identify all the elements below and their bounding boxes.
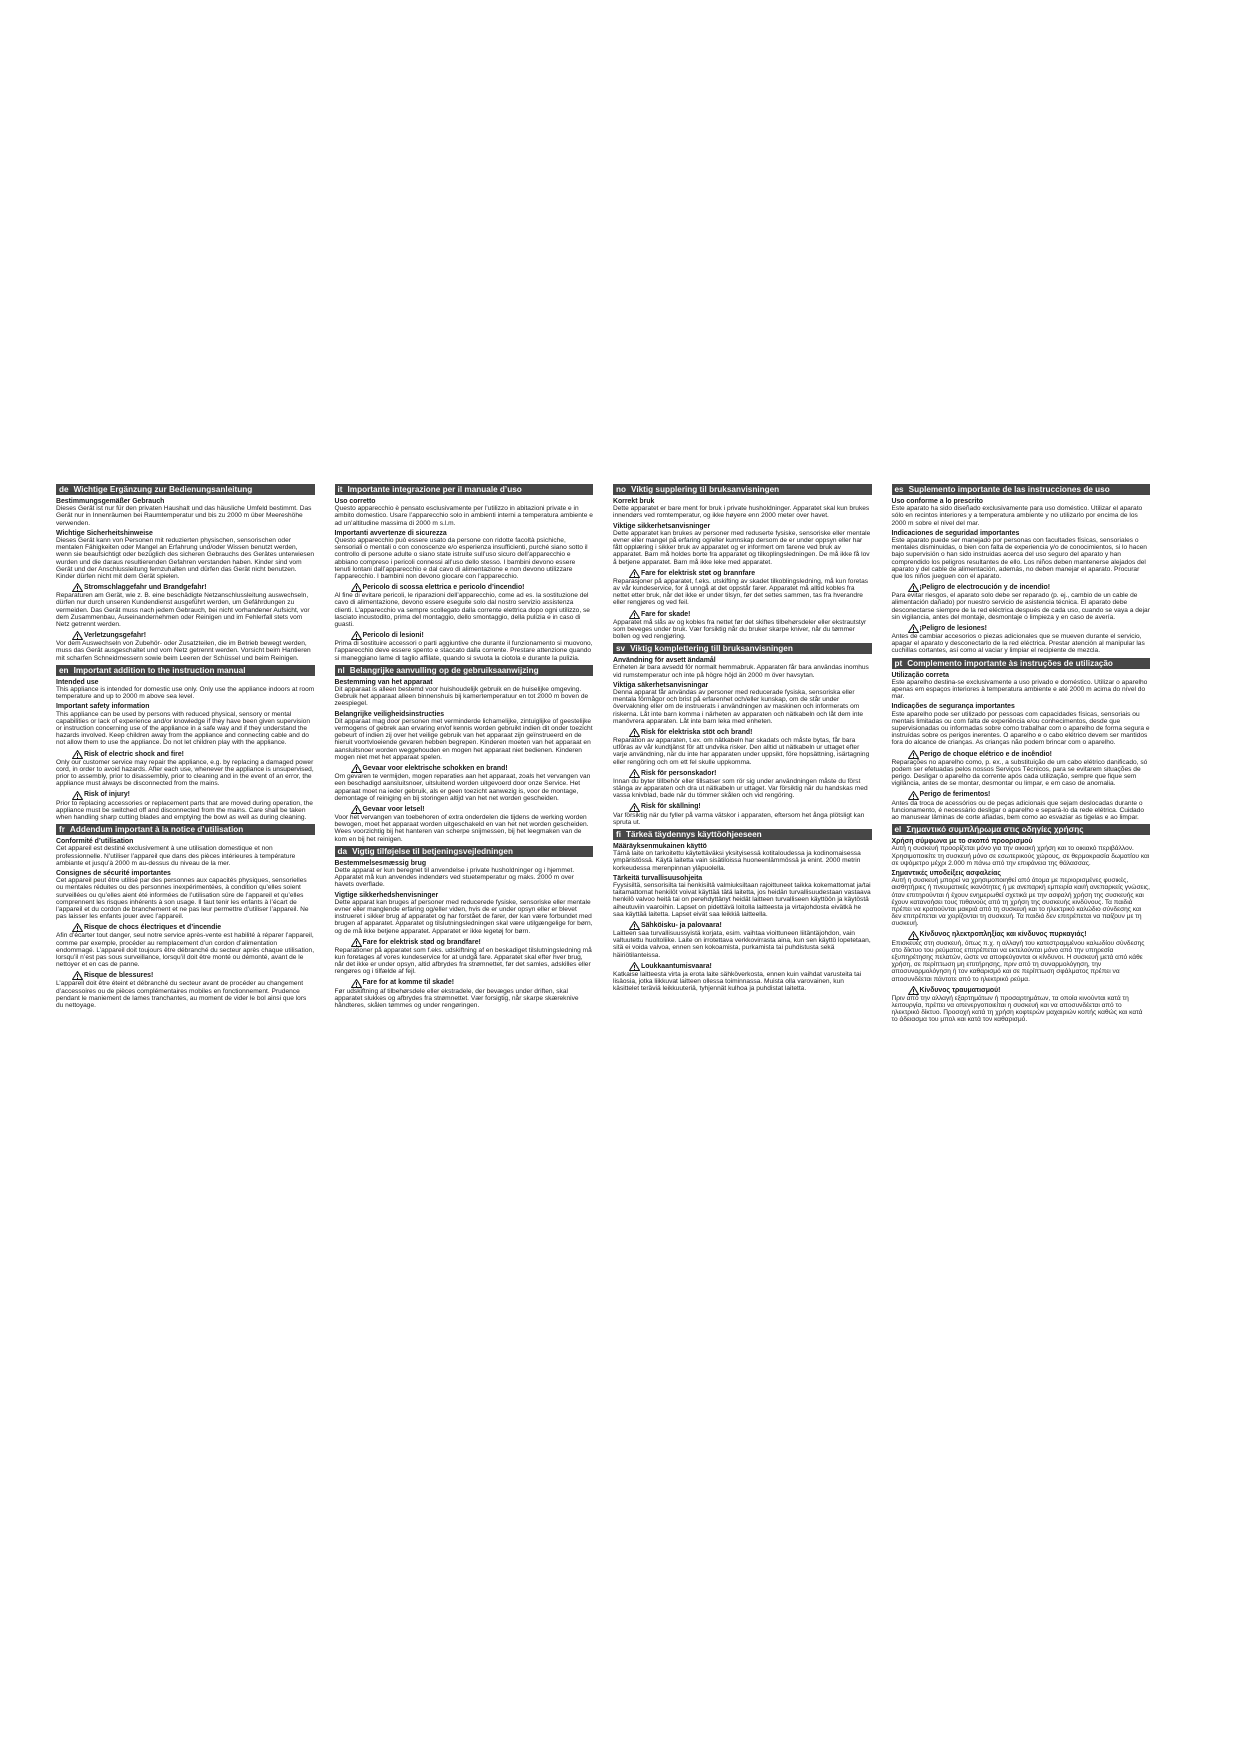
subheading: Importanti avvertenze di sicurezza <box>334 529 447 537</box>
language-code: fr <box>59 825 65 835</box>
warning-heading <box>908 931 1151 940</box>
language-section-es <box>892 484 1151 655</box>
text-column <box>892 484 1151 1027</box>
subheading: Määräyksenmukainen käyttö <box>613 842 707 850</box>
paragraph: Før udskiftning af tilbehørsdele eller ekstradele, der bevæges under driften, skal apparatet slukkes og afbrydes fra strømnettet. Vær forsigtig, når skarpe skæreknive håndteres, skålen tømmes og under rengøringen. <box>334 987 579 1009</box>
subheading: Σημαντικές υποδείξεις ασφαλείας <box>891 869 1001 877</box>
subheading: Bestemmelsesmæssig brug <box>334 859 427 867</box>
paragraph: Este aparato ha sido diseñado exclusivamente para uso doméstico. Utilizar el aparato sólo en recintos interiores y a temperatura ambiente y no utilizarlo por encima de los 2000 m sobre el nivel del mar. <box>891 505 1143 527</box>
warning-label: Risque de chocs électriques et d’incendie <box>84 924 222 932</box>
warning-label: Κίνδυνος τραυματισμού! <box>919 986 1001 994</box>
warning-label: Risk för elektriska stöt och brand! <box>641 728 753 736</box>
warning-heading <box>908 624 1151 633</box>
language-section-el <box>892 824 1151 1023</box>
section-title: Important addition to the instruction manual <box>73 665 246 675</box>
warning-heading <box>351 583 594 592</box>
paragraph: Dette apparat er kun beregnet til anvendelse i private husholdninger og i hjemmet. Apparatet må kun anvendes indendørs ved stuetemperatur og maks. 2000 m over havets overflade. <box>334 866 575 889</box>
warning-label: Sähköisku- ja palovaara! <box>641 921 722 929</box>
subheading: Användning för avsett ändamål <box>613 657 716 665</box>
subheading: Uso corretto <box>334 498 376 505</box>
paragraph: Denna apparat får användas av personer med reducerade fysiska, sensoriska eller mentala förmågor och brist på erfarenhet och/eller kunskap, om de står under övervakning eller om de instruerats i användningen av maskinen och informerats om riskerna. Låt inte barn komma i närheten av apparaten och nätkabeln och låt dem inte manövrera apparaten. Låt inte barn leka med enheten. <box>613 689 863 725</box>
section-title: Wichtige Ergänzung zur Bedienungsanleitung <box>73 485 253 494</box>
subheading: Consignes de sécurité importantes <box>56 869 171 877</box>
section-header <box>56 484 315 495</box>
warning-triangle-icon <box>908 931 919 940</box>
section-header <box>613 829 872 840</box>
warning-triangle-icon <box>908 986 919 995</box>
paragraph: Reparações no aparelho como, p. ex., a substituição de um cabo elétrico danificado, só podem ser efetuadas pelos nossos Serviços Técnicos, para se evitarem situações de perigo. Desligar o aparelho da corrente após cada utilização, sempre que fique sem vigilância, antes de se montar, desmontar ou limpar, e em caso de anomalia. <box>891 758 1148 788</box>
warning-heading <box>72 923 315 932</box>
section-header <box>335 846 594 857</box>
warning-heading <box>629 962 872 971</box>
warning-label: Risque de blessures! <box>84 972 154 980</box>
section-title: Vigtig tilføjelse til betjeningsvejledningen <box>352 846 513 856</box>
warning-triangle-icon <box>629 769 640 778</box>
section-header <box>613 484 872 495</box>
language-code: pt <box>894 658 903 668</box>
subheading: Important safety information <box>56 703 150 711</box>
warning-heading <box>72 631 315 640</box>
paragraph: Questo apparecchio può essere usato da persone con ridotte facoltà psichiche, sensoriali o mentali o con conoscenze e/o esperienza insufficienti, purché siano sotto il controllo di persone adulte o siano state istruite sull’uso sicuro dell’apparecchio e abbiano compreso i pericoli connessi all’uso dello stesso. I bambini devono essere tenuti lontani dall’apparecchio e dal cavo di alimentazione e non devono utilizzare l’apparecchio. I bambini non devono giocare con l’apparecchio. <box>334 537 588 581</box>
warning-triangle-icon <box>629 569 640 578</box>
warning-heading <box>72 791 315 800</box>
warning-heading <box>629 803 872 812</box>
warning-triangle-icon <box>72 583 83 592</box>
subheading: Indicações de segurança importantes <box>891 703 1015 711</box>
warning-triangle-icon <box>351 631 362 640</box>
paragraph: Tämä laite on tarkoitettu käytettäväksi yksityisessä kotitaloudessa ja kodinomaisessa ympäristössä. Käytä laitetta vain sisätiloissa huoneenlämmössä ja enint. 2000 metrin korkeudessa merenpinnan yläpuolella. <box>613 850 861 872</box>
subheading: Χρήση σύμφωνα με το σκοπό προορισμού <box>891 838 1033 846</box>
paragraph: This appliance can be used by persons with reduced physical, sensory or mental capabilities or lack of experience and/or knowledge if they have been given supervision or instruction concerning use of the appliance in a safe way and if they understand the hazards involved. Keep children away from the appliance and connecting cable and do not allow them to use the appliance. Do not let children play with the appliance. <box>56 710 311 747</box>
section-title: Suplemento importante de las instrucciones de uso <box>908 485 1110 494</box>
paragraph: Al fine di evitare pericoli, le riparazioni dell’apparecchio, come ad es. la sostituzione del cavo di alimentazione, devono essere eseguite solo dal nostro servizio assistenza clienti. L’apparecchio va sempre scollegato dalla corrente elettrica dopo ogni utilizzo, se lasciato incustodito, prima del montaggio, dello smontaggio, della pulizia e in caso di guasti. <box>334 592 590 629</box>
paragraph: Questo apparecchio è pensato esclusivamente per l’utilizzo in abitazioni private e in ambito domestico. Usare l’apparecchio solo in ambienti interni a temperatura ambiente e ad un’altitudine massima di 2000 m s.l.m. <box>334 505 593 527</box>
paragraph: Afin d’écarter tout danger, seul notre service après-vente est habilité à réparer l’appareil, comme par exemple, procéder au remplacement d’un cordon d’alimentation endommagé. L’appareil doit toujours être débranché du secteur après chaque utilisation, lorsqu’il n’est pas sous surveillance, lorsqu’il doit être monté ou démonté, avant de le nettoyer et en cas de panne. <box>56 932 315 969</box>
subheading: Conformité d’utilisation <box>56 838 134 846</box>
paragraph: Dit apparaat mag door personen met verminderde lichamelijke, zintuiglijke of geestelijke vermogens of gebrek aan ervaring en/of kennis worden gebruikt indien dit onder toezicht gebeurt of indien zij over het veilige gebruik van het apparaat zijn geïnstrueerd en de hieruit voortvloeiende gevaren hebben begrepen. Kinderen moeten van het apparaat en aansluitsnoer worden weggehouden en mogen het apparaat niet bedienen. Kinderen mogen niet met het apparaat spelen. <box>334 717 593 761</box>
paragraph: Dette apparatet kan brukes av personer med reduserte fysiske, sensoriske eller mentale evner eller mangel på erfaring og/eller kunnskap dersom de er under oppsyn eller har fått opplæring i sikker bruk av apparatet og er informert om farene ved bruk av apparatet. Barn må holdes borte fra apparatet og tilkoplingsledningen. De må ikke få lov å betjene apparatet. Barn må ikke leke med apparatet. <box>613 529 871 566</box>
paragraph: Επισκευές στη συσκευή, όπως π.χ. η αλλαγή του κατεστραμμένου καλωδίου σύνδεσης στο δίκτυο του ρεύματος επιτρέπεται να εκτελούνται μόνο από την υπηρεσία εξυπηρέτησης πελατών, ώστε να αποφεύγονται οι κίνδυνοι. Η συσκευή μετά από κάθε χρήση, σε περίπτωση μη επιτήρησης, πριν από τη συναρμολόγηση, την αποσυναρμολόγηση ή τον καθαρισμό και σε περίπτωση σφάλματος πρέπει να αποσυνδέεται πάντοτε από το ηλεκτρικό ρεύμα. <box>891 939 1145 983</box>
warning-label: Risk of electric shock and fire! <box>84 750 184 758</box>
paragraph: Dieses Gerät kann von Personen mit reduzierten physischen, sensorischen oder mentalen Fähigkeiten oder Mangel an Erfahrung und/oder Wissen benutzt werden, wenn sie beaufsichtigt oder bezüglich des sicheren Gebrauchs des Gerätes unterwiesen wurden und die daraus resultierenden Gefahren verstanden haben. Kinder sind vom Gerät und der Anschlussleitung fernzuhalten und dürfen das Gerät nicht benutzen. Kinder dürfen nicht mit dem Gerät spielen. <box>56 537 315 581</box>
language-code: nl <box>337 665 345 675</box>
warning-triangle-icon <box>351 805 362 814</box>
section-title: Tärkeä täydennys käyttöohjeeseen <box>626 829 762 839</box>
paragraph: Reparasjoner på apparatet, f.eks. utskifting av skadet tilkoblingsledning, må kun foretas av vår kundeservice, for å unngå at det oppstår farer. Apparatet må alltid kobles fra nettet etter bruk, når det ikke er under tilsyn, før det settes sammen, tas fra hverandre eller rengjøres og ved feil. <box>613 577 869 607</box>
subheading: Korrekt bruk <box>613 498 655 505</box>
text-column <box>613 484 872 1027</box>
paragraph: This appliance is intended for domestic use only. Only use the appliance indoors at room temperature and up to 2000 m above sea level. <box>56 686 315 701</box>
paragraph: Cet appareil est destiné exclusivement à une utilisation domestique et non professionnelle. N’utiliser l’appareil que dans des pièces intérieures à température ambiante et jusqu’à 2000 m au-dessus du niveau de la mer. <box>56 845 296 867</box>
warning-label: Fare for skade! <box>641 610 691 618</box>
warning-label: Κίνδυνος ηλεκτροπληξίας και κίνδυνος πυρκαγιάς! <box>919 931 1087 939</box>
subheading: Tärkeitä turvallisuusohjeita <box>613 874 703 882</box>
warning-heading <box>908 583 1151 592</box>
subheading: Vigtige sikkerhedshenvisninger <box>334 891 439 899</box>
paragraph: Enheten är bara avsedd för normalt hemmabruk. Apparaten får bara användas inomhus vid rumstemperatur och inte på högre höjd än 2000 m över havsytan. <box>613 664 869 679</box>
warning-triangle-icon <box>629 921 640 930</box>
warning-triangle-icon <box>629 962 640 971</box>
section-header <box>892 484 1151 495</box>
paragraph: Vor dem Auswechseln von Zubehör- oder Zusatzteilen, die im Betrieb bewegt werden, muss das Gerät ausgeschaltet und vom Netz getrennt werden. Vorsicht beim Hantieren mit scharfen Schneidmessern sowie beim Leeren der Schüssel und beim Reinigen. <box>56 640 311 662</box>
warning-label: Pericolo di lesioni! <box>362 632 424 640</box>
warning-heading <box>629 728 872 737</box>
warning-label: Risk för personskador! <box>641 769 717 777</box>
paragraph: Este aparato puede ser manejado por personas con facultades físicas, sensoriales o mentales disminuidas, o bien con falta de experiencia y/o de conocimientos, si lo hacen bajo supervisión o han sido instruidas acerca del uso seguro del aparato y han comprendido los peligros resultantes de ello. Los niños deben mantenerse alejados del aparato y del cable de alimentación, además, no deben manejar el aparato. Procurar que los niños jueguen con el aparato. <box>891 537 1147 581</box>
warning-triangle-icon <box>72 631 83 640</box>
paragraph: Only our customer service may repair the appliance, e.g. by replacing a damaged power cord, in order to avoid hazards. After each use, whenever the appliance is unsupervised, prior to assembly, prior to disassembly, prior to cleaning and in the event of an error, the appliance must always be disconnected from the mains. <box>56 758 314 788</box>
warning-label: Loukkaantumisvaara! <box>641 962 712 970</box>
section-header <box>892 824 1151 835</box>
warning-heading <box>72 583 315 592</box>
section-header <box>56 824 315 835</box>
warning-triangle-icon <box>629 610 640 619</box>
warning-label: Fare for at komme til skade! <box>362 979 455 987</box>
warning-triangle-icon <box>72 750 83 759</box>
language-section-da <box>335 846 594 1009</box>
section-title: Viktig supplering til bruksanvisningen <box>631 485 780 494</box>
paragraph: Πριν από την αλλαγή εξαρτημάτων ή προσαρτημάτων, τα οποία κινούνται κατά τη λειτουργία, πρέπει να απενεργοποιείται η συσκευή και να αποσυνδέεται από το ηλεκτρικό δίκτυο. Προσοχή κατά τη χρήση κοφτερών μαχαιριών κοπής καθώς και κατά το άδειασμα του μπολ και κατά τον καθαρισμό. <box>891 994 1143 1024</box>
warning-heading <box>351 805 594 814</box>
warning-triangle-icon <box>908 583 919 592</box>
warning-triangle-icon <box>72 791 83 800</box>
warning-heading <box>351 764 594 773</box>
warning-heading <box>908 791 1151 800</box>
warning-label: Gevaar voor letsel! <box>362 805 425 813</box>
language-section-fi <box>613 829 872 992</box>
warning-label: Verletzungsgefahr! <box>84 632 147 640</box>
subheading: Indicaciones de seguridad importantes <box>891 529 1020 537</box>
text-column <box>56 484 315 1027</box>
warning-triangle-icon <box>72 923 83 932</box>
warning-heading <box>629 569 872 578</box>
language-code: da <box>337 846 348 856</box>
warning-label: Perigo de choque elétrico e de incêndio! <box>919 750 1052 758</box>
language-section-fr <box>56 824 315 1009</box>
warning-label: Fare for elektrisk stød og brandfare! <box>362 938 481 946</box>
warning-triangle-icon <box>629 803 640 812</box>
warning-label: Pericolo di scossa elettrica e pericolo d’incendio! <box>362 584 525 592</box>
warning-heading <box>908 986 1151 995</box>
paragraph: Αυτή η συσκευή προορίζεται μόνο για την οικιακή χρήση και το οικιακό περιβάλλον. Χρησιμοποιείτε τη συσκευή μόνο σε εσωτερικούς χώρους, σε θερμοκρασία δωματίου και σε υψόμετρο μέχρι 2.000 m πάνω από την επιφάνεια της θάλασσας. <box>891 845 1150 867</box>
warning-heading <box>72 971 315 980</box>
warning-heading <box>351 979 594 988</box>
section-header <box>56 665 315 676</box>
language-code: it <box>337 485 343 494</box>
paragraph: Este aparelho pode ser utilizado por pessoas com capacidades físicas, sensoriais ou mentais limitadas ou com falta de experiência e/ou conhecimentos, desde que supervisionadas ou informadas sobre como trabalhar com o aparelho de forma segura e instruídas sobre os perigos inerentes. O aparelho e o cabo elétrico devem ser mantidos fora do alcance de crianças. As crianças não podem brincar com o aparelho. <box>891 710 1150 747</box>
subheading: Bestemming van het apparaat <box>334 678 433 686</box>
paragraph: Apparatet må slås av og kobles fra nettet før det skiftes tilbehørsdeler eller ekstrautstyr som beveges under bruk. Vær forsiktig når du bruker skarpe kniver, når du tømmer bollen og ved rengjøring. <box>613 618 867 641</box>
paragraph: Antes de cambiar accesorios o piezas adicionales que se mueven durante el servicio, apagar el aparato y desconectarlo de la red eléctrica. Prestar atención al manipular las cuchillas cortantes, así como al vaciar y limpiar el recipiente de mezcla. <box>891 633 1145 655</box>
warning-triangle-icon <box>351 938 362 947</box>
warning-label: ¡Peligro de lesiones! <box>919 624 987 632</box>
subheading: Belangrijke veiligheidsinstructies <box>334 710 445 718</box>
paragraph: Voor het vervangen van toebehoren of extra onderdelen die tijdens de werking worden bewogen, moet het apparaat worden uitgeschakeld en van het net worden gescheiden. Wees voorzichtig bij het hanteren van scherpe snijmessen, bij het leegmaken van de kom en bij het reinigen. <box>334 813 589 843</box>
warning-heading <box>351 631 594 640</box>
warning-triangle-icon <box>351 979 362 988</box>
warning-heading <box>629 769 872 778</box>
warning-triangle-icon <box>72 971 83 980</box>
subheading: Wichtige Sicherheitshinweise <box>56 529 153 537</box>
paragraph: Prior to replacing accessories or replacement parts that are moved during operation, the appliance must be switched off and disconnected from the mains. Care shall be taken when handling sharp cutting blades and emptying the bowl as well as during cleaning. <box>56 799 313 821</box>
language-code: es <box>894 485 904 494</box>
warning-label: Gevaar voor elektrische schokken en brand! <box>362 764 508 772</box>
paragraph: Fyysisiltä, sensorisilta tai henkisiltä valmiuksiltaan rajoittuneet taikka kokemattomat ja/tai taitamattomat henkilöt voivat käyttää tätä laitetta, jos heidän turvallisuudestaan vastaava henkilö valvoo heitä tai on perehdyttänyt heidät laitteen turvalliseen käyttöön ja käytöstä aiheutuviin vaaroihin. Lapset on pidettävä loitolla laitteesta ja virtajohdosta eivätkä he saa käyttää laitetta. Lapset eivät saa leikkiä laitteella. <box>613 881 871 918</box>
paragraph: Prima di sostituire accessori o parti aggiuntive che durante il funzionamento si muovono, l’apparecchio deve essere spento e staccato dalla corrente. Prestare attenzione quando si maneggiano lame di taglio affilate, quando si svuota la ciotola e durante la pulizia. <box>334 640 593 662</box>
paragraph: L’appareil doit être éteint et débranché du secteur avant de procéder au changement d’accessoires ou de pièces complémentaires mobiles en fonctionnement. Prudence pendant le maniement de lames tranchantes, au moment de vider le bol ainsi que lors du nettoyage. <box>56 980 307 1009</box>
language-code: no <box>616 485 627 494</box>
section-header <box>335 484 594 495</box>
subheading: Intended use <box>56 678 99 686</box>
paragraph: Laitteen saa turvallisuussyistä korjata, esim. vaihtaa vioittuneen liitäntäjohdon, vain valtuutettu huoltoliike. Laite on irrotettava verkkovirrasta aina, kun sen käyttö lopetetaan, sitä ei voida valvoa, ennen sen kokoamista, purkamista tai puhdistusta sekä häiriötilanteissa. <box>613 929 871 959</box>
section-header <box>613 643 872 654</box>
paragraph: Katkaise laitteesta virta ja erota laite sähköverkosta, ennen kuin vaihdat varusteita tai lisäosia, jotka liikkuvat laitteen ollessa toiminnassa. Muista olla varovainen, kun käsittelet teräviä leikkuuteriä, tyhjennät kulhoa ja puhdistat laitetta. <box>613 970 862 993</box>
language-section-it <box>335 484 594 662</box>
paragraph: Reparation av apparaten, t.ex. om nätkabeln har skadats och måste bytas, får bara utföras av vår kundtjänst för att undvika risker. Den alltid ut nätkabeln ur uttaget efter varje användning, när du inte har apparaten under uppsikt, före hopsättning, isärtagning eller rengöring och om ett fel skulle uppkomma. <box>613 737 870 766</box>
subheading: Bestimmungsgemäßer Gebrauch <box>56 498 165 505</box>
subheading: Uso conforme a lo prescrito <box>891 498 984 505</box>
paragraph: Innan du byter tillbehör eller tillsatser som rör sig under användningen måste du först stänga av apparaten och dra ut nätkabeln ur uttaget. Var försiktig när du handskas med vassa knivblad, bade när du tömmer skålen och vid rengöring. <box>613 777 868 800</box>
paragraph: Cet appareil peut être utilisé par des personnes aux capacités physiques, sensorielles ou mentales réduites ou des personnes inexpérimentées, à condition qu’elles soient surveillées ou qu’elles aient été informées de l’utilisation sûre de l’appareil et qu’elles comprennent les risques inhérents à son usage. Il faut tenir les enfants à l’écart de l’appareil et du cordon de branchement et ne pas leur permettre d’utiliser l’appareil. Ne pas laisser les enfants jouer avec l’appareil. <box>56 877 309 921</box>
subheading: Utilização correta <box>891 671 949 679</box>
warning-label: Fare for elektrisk støt og brannfare <box>641 569 756 577</box>
warning-heading <box>72 750 315 759</box>
warning-label: Risk för skällning! <box>641 803 701 811</box>
warning-triangle-icon <box>351 764 362 773</box>
language-section-no <box>613 484 872 640</box>
warning-label: Perigo de ferimentos! <box>919 791 991 799</box>
language-section-de <box>56 484 315 662</box>
subheading: Viktiga säkerhetsanvisningar <box>613 681 709 689</box>
paragraph: Dette apparatet er bare ment for bruk i private husholdninger. Apparatet skal kun brukes innendørs ved romtemperatur, og ikke høyere enn 2000 meter over havet. <box>613 505 870 520</box>
subheading: Viktige sikkerhetsanvisninger <box>613 522 711 530</box>
section-header <box>335 665 594 676</box>
language-section-sv <box>613 643 872 826</box>
warning-triangle-icon <box>908 624 919 633</box>
paragraph: Dieses Gerät ist nur für den privaten Haushalt und das häusliche Umfeld bestimmt. Das Gerät nur in Innenräumen bei Raumtemperatur und bis zu 2000 m über Meereshöhe verwenden. <box>56 505 312 527</box>
warning-heading <box>351 938 594 947</box>
paragraph: Dit apparaat is alleen bestemd voor huishoudelijk gebruik en de huiselijke omgeving. Gebruik het apparaat alleen binnenshuis bij kamertemperatuur en tot 2000 m boven de zeespiegel. <box>334 686 589 708</box>
section-title: Belangrijke aanvulling op de gebruiksaanwijzing <box>349 665 539 675</box>
language-section-nl <box>335 665 594 843</box>
language-section-en <box>56 665 315 821</box>
paragraph: Reparaturen am Gerät, wie z. B. eine beschädigte Netzanschlussleitung auswechseln, dürfen nur durch unseren Kundendienst ausgeführt werden, um Gefährdungen zu vermeiden. Das Gerät muss nach jedem Gebrauch, bei nicht vorhandener Aufsicht, vor dem Zusammenbau, Auseinandernehmen oder Reinigen und im Fehlerfall stets vom Netz getrennt werden. <box>56 592 310 629</box>
paragraph: Var försiktig när du fyller på varma vätskor i apparaten, eftersom het ånga plötsligt kan spruta ut. <box>613 811 865 826</box>
section-header <box>892 658 1151 669</box>
section-title: Σημαντικό συμπλήρωμα στις οδηγίες χρήσης <box>906 825 1084 835</box>
paragraph: Reparationer på apparatet som f.eks. udskiftning af en beskadiget tilslutningsledning må kun foretages af vores kundeservice for at undgå fare. Apparatet skal efter hver brug, når det ikke er under opsyn, altid afbrydes fra strømnettet, før det samles, adskilles eller rengøres og i tilfælde af fejl. <box>334 946 592 976</box>
warning-label: Risk of injury! <box>84 791 130 799</box>
section-title: Viktig komplettering till bruksanvisningen <box>630 644 793 654</box>
section-title: Importante integrazione per il manuale d’uso <box>347 485 522 494</box>
paragraph: Om gevaren te vermijden, mogen reparaties aan het apparaat, zoals het vervangen van een beschadigd aansluitsnoer, uitsluitend worden uitgevoerd door onze Service. Het apparaat moet na ieder gebruik, als er geen toezicht aanwezig is, voor de montage, demontage of reiniging en bij storingen altijd van het net worden gescheiden. <box>334 773 591 802</box>
warning-triangle-icon <box>629 728 640 737</box>
language-section-pt <box>892 658 1151 821</box>
paragraph: Dette apparat kan bruges af personer med reducerede fysiske, sensoriske eller mentale evner eller manglende erfaring og/eller viden, hvis de er under opsyn eller er blevet instrueret i sikker brug af apparatet og har forstået de farer, der kan være forbundet med brugen af apparatet. Apparatet og tilslutningsledningen skal være utilgængelige for børn, og de må ikke betjene apparatet. Apparatet er ikke legetøj for børn. <box>334 898 593 935</box>
warning-triangle-icon <box>908 791 919 800</box>
paragraph: Αυτή η συσκευή μπορεί να χρησιμοποιηθεί από άτομα με περιορισμένες φυσικές, αισθητήριες ή πνευματικές ικανότητες ή με ανεπαρκή εμπειρία και/ή ανεπαρκείς γνώσεις, όταν επιτηρούνται ή έχουν ενημερωθεί σχετικά με την ασφαλή χρήση της συσκευής και έχουν κατανοήσει τους πιθανούς από τη χρήση της συσκευής κινδύνους. Τα παιδιά πρέπει να κρατιούνται μακριά από τη συσκευή και το ηλεκτρικό καλώδιο σύνδεσης και δεν επιτρέπεται να χειρίζονται τη συσκευή. Τα παιδιά δεν επιτρέπεται να παίζουν με τη συσκευή. <box>891 877 1150 928</box>
language-code: de <box>59 485 69 494</box>
warning-heading <box>908 750 1151 759</box>
language-code: en <box>59 665 69 675</box>
paragraph: Este aparelho destina-se exclusivamente a uso privado e doméstico. Utilizar o aparelho apenas em espaços interiores à temperatura ambiente e até 2000 m acima do nível do mar. <box>891 678 1148 701</box>
warning-triangle-icon <box>908 750 919 759</box>
columns-container <box>56 484 1150 1027</box>
warning-triangle-icon <box>351 583 362 592</box>
warning-heading <box>629 610 872 619</box>
paragraph: Para evitar riesgos, el aparato solo debe ser reparado (p. ej., cambio de un cable de alimentación dañado) por nuestro servicio de asistencia técnica. El aparato debe desconectarse siempre de la red eléctrica después de cada uso, cuando se vaya a dejar sin vigilancia, antes del montaje, desmontaje o limpieza y en caso de avería. <box>891 592 1150 621</box>
section-title: Addendum important à la notice d’utilisation <box>69 825 244 835</box>
language-code: el <box>894 825 902 835</box>
warning-label: ¡Peligro de electrocución y de incendio! <box>919 584 1051 592</box>
warning-heading <box>629 921 872 930</box>
language-code: fi <box>616 829 622 839</box>
text-column <box>335 484 594 1027</box>
language-code: sv <box>616 644 626 654</box>
warning-label: Stromschlaggefahr und Brandgefahr! <box>84 584 207 592</box>
section-title: Complemento importante às instruções de utilização <box>907 658 1113 668</box>
paragraph: Antes da troca de acessórios ou de peças adicionais que sejam deslocadas durante o funcionamento, é necessário desligar o aparelho e separá-lo da rede elétrica. Cuidado ao manusear lâminas de corte afiadas, bem como ao esvaziar as tigelas e ao limpar. <box>891 799 1145 821</box>
